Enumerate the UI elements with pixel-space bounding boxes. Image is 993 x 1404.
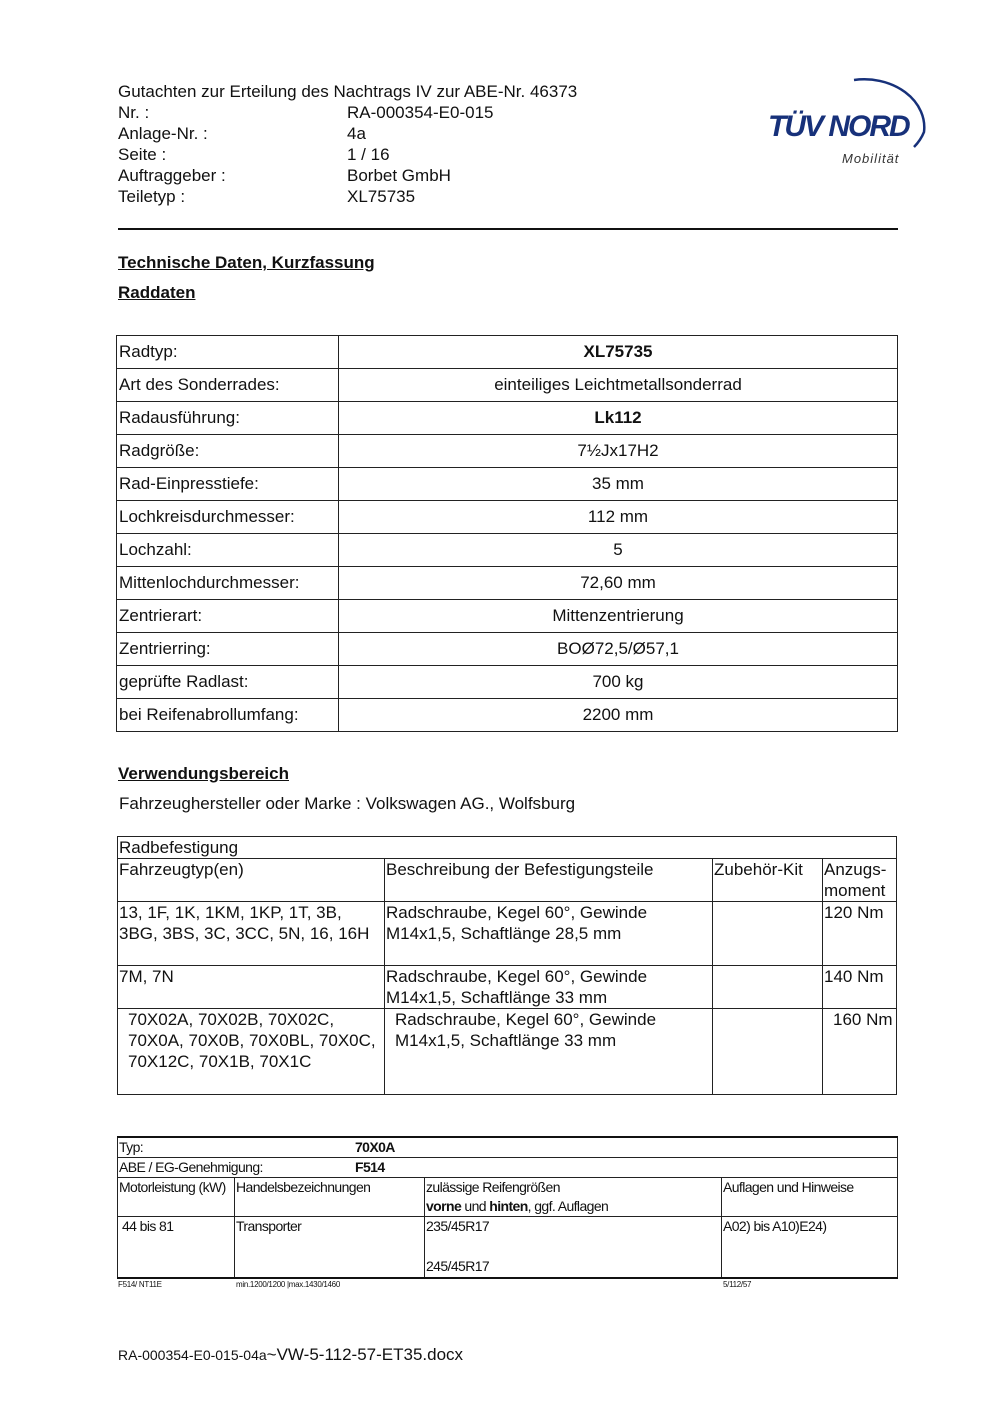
column-header bbox=[425, 1178, 722, 1217]
table-row bbox=[118, 1009, 897, 1095]
header-label: Seite : bbox=[118, 145, 167, 164]
kit-cell bbox=[713, 902, 823, 966]
table-row bbox=[117, 666, 898, 699]
header-value: RA-000354-E0-015 bbox=[347, 103, 494, 122]
row-label: Rad-Einpresstiefe: bbox=[117, 468, 339, 501]
fahrzeugtypen-cell: 7M, 7N bbox=[118, 966, 385, 1009]
typ-label: Typ: bbox=[119, 1139, 144, 1155]
header-field bbox=[118, 102, 577, 123]
typ-footnote-2: min.1200/1200 |max.1430/1460 bbox=[236, 1280, 340, 1289]
header-label: Teiletyp : bbox=[118, 187, 186, 206]
typ-row bbox=[118, 1137, 898, 1158]
fahrzeugtypen-cell: 13, 1F, 1K, 1KM, 1KP, 1T, 3B, 3BG, 3BS, 3C, 3CC, 5N, 16, 16H bbox=[118, 902, 385, 966]
header-value: 1 / 16 bbox=[347, 145, 390, 164]
handel-cell: Transporter bbox=[235, 1217, 425, 1278]
moment-cell: 160 Nm bbox=[823, 1009, 897, 1095]
tuv-nord-logo bbox=[766, 62, 942, 172]
row-value: 72,60 mm bbox=[339, 567, 898, 600]
row-value: 2200 mm bbox=[339, 699, 898, 732]
reifen-header-rest: , ggf. Auflagen bbox=[527, 1198, 609, 1214]
row-label: Mittenlochdurchmesser: bbox=[117, 567, 339, 600]
abe-value: F514 bbox=[355, 1159, 385, 1175]
document-title: Gutachten zur Erteilung des Nachtrags IV zur ABE-Nr. 46373 bbox=[118, 82, 578, 101]
fahrzeugtypen-cell: 70X02A, 70X02B, 70X02C, 70X0A, 70X0B, 70X0BL, 70X0C, 70X12C, 70X1B, 70X1C bbox=[118, 1009, 385, 1095]
header-value: 4a bbox=[347, 124, 366, 143]
row-value: einteiliges Leichtmetallsonderrad bbox=[339, 369, 898, 402]
header-divider bbox=[118, 228, 898, 230]
column-header: Anzugs-moment bbox=[823, 859, 897, 902]
column-header: Handelsbezeichnungen bbox=[235, 1178, 425, 1217]
column-header: Beschreibung der Befestigungsteile bbox=[385, 859, 713, 902]
header-label: Auftraggeber : bbox=[118, 166, 226, 185]
column-header: Zubehör-Kit bbox=[713, 859, 823, 902]
row-label: bei Reifenabrollumfang: bbox=[117, 699, 339, 732]
table-row bbox=[117, 699, 898, 732]
table-row bbox=[117, 501, 898, 534]
table-row bbox=[118, 966, 897, 1009]
section-heading-raddaten: Raddaten bbox=[118, 283, 196, 302]
table-row bbox=[117, 336, 898, 369]
row-value: 35 mm bbox=[339, 468, 898, 501]
typ-table bbox=[117, 1136, 898, 1279]
table-header-row bbox=[118, 1178, 898, 1217]
header-label: Anlage-Nr. : bbox=[118, 124, 208, 143]
row-label: Lochzahl: bbox=[117, 534, 339, 567]
row-value: XL75735 bbox=[339, 336, 898, 369]
column-header: Motorleistung (kW) bbox=[118, 1178, 235, 1217]
row-label: Lochkreisdurchmesser: bbox=[117, 501, 339, 534]
reifen-header-line1: zulässige Reifengrößen bbox=[426, 1179, 560, 1195]
table-row bbox=[117, 567, 898, 600]
beschreibung-cell: Radschraube, Kegel 60°, Gewinde M14x1,5, Schaftlänge 33 mm bbox=[385, 966, 713, 1009]
table-row bbox=[117, 600, 898, 633]
typ-footnote-1: F514/ NT11E bbox=[118, 1280, 162, 1289]
moment-cell: 140 Nm bbox=[823, 966, 897, 1009]
footer-filename-suffix: ~VW-5-112-57-ET35.docx bbox=[266, 1345, 464, 1364]
table-row bbox=[117, 369, 898, 402]
row-label: geprüfte Radlast: bbox=[117, 666, 339, 699]
reifen-value: 245/45R17 bbox=[426, 1258, 490, 1274]
abe-row bbox=[118, 1158, 898, 1178]
table-row bbox=[117, 468, 898, 501]
header-label: Nr. : bbox=[118, 103, 150, 122]
reifen-value: 235/45R17 bbox=[426, 1218, 490, 1234]
row-value: 112 mm bbox=[339, 501, 898, 534]
header-field bbox=[118, 144, 577, 165]
moment-cell: 120 Nm bbox=[823, 902, 897, 966]
document-header bbox=[118, 81, 577, 207]
column-header: Fahrzeugtyp(en) bbox=[118, 859, 385, 902]
table-row bbox=[117, 402, 898, 435]
row-label: Radtyp: bbox=[117, 336, 339, 369]
table-header-row bbox=[118, 859, 897, 902]
row-label: Art des Sonderrades: bbox=[117, 369, 339, 402]
row-label: Zentrierart: bbox=[117, 600, 339, 633]
row-value: Lk112 bbox=[339, 402, 898, 435]
table-row bbox=[118, 1217, 898, 1278]
table-title: Radbefestigung bbox=[118, 837, 897, 859]
kit-cell bbox=[713, 1009, 823, 1095]
radbefestigung-table bbox=[117, 836, 897, 1095]
row-label: Radgröße: bbox=[117, 435, 339, 468]
table-row bbox=[117, 435, 898, 468]
row-value: 700 kg bbox=[339, 666, 898, 699]
beschreibung-cell: Radschraube, Kegel 60°, Gewinde M14x1,5, Schaftlänge 33 mm bbox=[385, 1009, 713, 1095]
kit-cell bbox=[713, 966, 823, 1009]
header-value: Borbet GmbH bbox=[347, 166, 451, 185]
hersteller-value: Volkswagen AG., Wolfsburg bbox=[365, 794, 576, 813]
table-row bbox=[117, 633, 898, 666]
row-label: Zentrierring: bbox=[117, 633, 339, 666]
beschreibung-cell: Radschraube, Kegel 60°, Gewinde M14x1,5, Schaftlänge 28,5 mm bbox=[385, 902, 713, 966]
hersteller-line bbox=[119, 794, 575, 814]
reifen-header-hinten: hinten bbox=[489, 1198, 528, 1214]
row-value: Mittenzentrierung bbox=[339, 600, 898, 633]
reifen-header-vorne: vorne bbox=[426, 1198, 462, 1214]
logo-brand: TÜV NORD bbox=[768, 110, 909, 143]
table-row bbox=[118, 902, 897, 966]
auflagen-cell: A02) bis A10)E24) bbox=[722, 1217, 898, 1278]
raddaten-table bbox=[116, 335, 898, 732]
header-field bbox=[118, 165, 577, 186]
footer-filename-prefix: RA-000354-E0-015-04a bbox=[118, 1347, 267, 1363]
header-field bbox=[118, 186, 577, 207]
logo-subtitle: Mobilität bbox=[842, 151, 900, 166]
header-field bbox=[118, 123, 577, 144]
document-footer bbox=[118, 1345, 463, 1365]
typ-value: 70X0A bbox=[355, 1139, 395, 1155]
row-value: BOØ72,5/Ø57,1 bbox=[339, 633, 898, 666]
section-heading-verwendungsbereich: Verwendungsbereich bbox=[118, 764, 289, 783]
column-header: Auflagen und Hinweise bbox=[722, 1178, 898, 1217]
section-heading-technische-daten: Technische Daten, Kurzfassung bbox=[118, 253, 375, 272]
row-value: 5 bbox=[339, 534, 898, 567]
abe-label: ABE / EG-Genehmigung: bbox=[119, 1159, 263, 1175]
motor-cell: 44 bis 81 bbox=[118, 1217, 235, 1278]
typ-footnote-3: 5/112/57 bbox=[723, 1280, 752, 1289]
reifen-header-und: und bbox=[461, 1198, 490, 1214]
table-row bbox=[117, 534, 898, 567]
header-value: XL75735 bbox=[347, 187, 416, 206]
row-label: Radausführung: bbox=[117, 402, 339, 435]
row-value: 7½Jx17H2 bbox=[339, 435, 898, 468]
reifen-cell bbox=[425, 1217, 722, 1278]
table-row bbox=[118, 837, 897, 859]
hersteller-label: Fahrzeughersteller oder Marke : bbox=[119, 794, 361, 813]
